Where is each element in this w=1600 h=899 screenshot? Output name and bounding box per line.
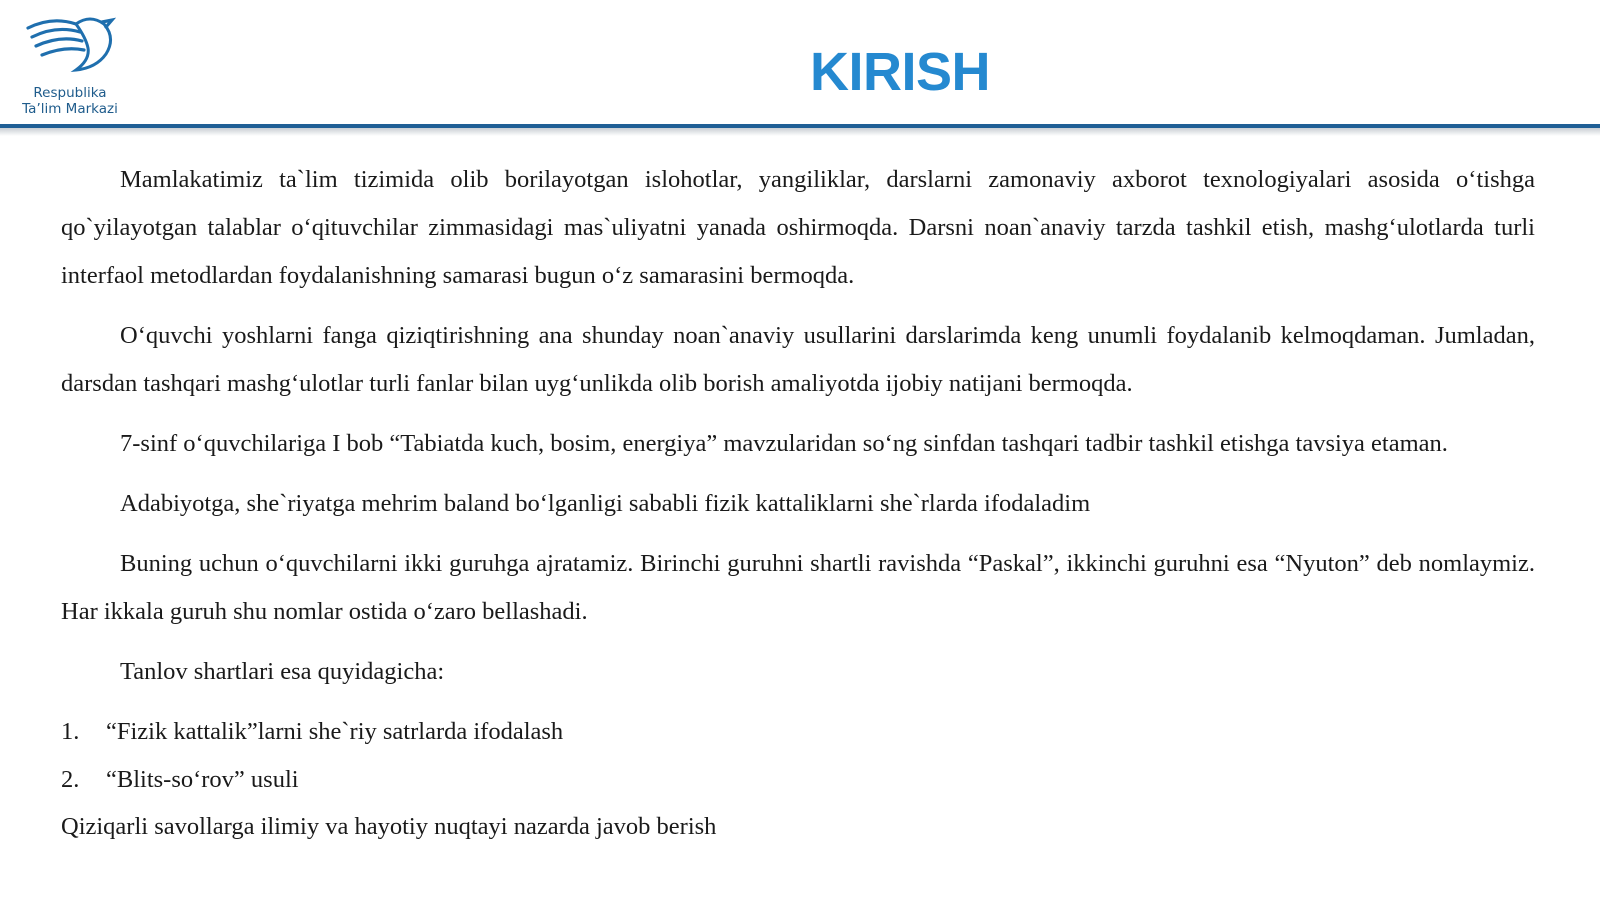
list-item: [61, 708, 1535, 756]
list-number: 2.: [61, 766, 80, 793]
slide-body: [61, 156, 1535, 850]
paragraph-5: Buning uchun o‘quvchilarni ikki guruhga ajratamiz. Birinchi guruhni shartli ravishda “Paskal”, ikkinchi guruhni esa “Nyuton” deb nomlaymiz. Har ikkala guruh shu nomlar ostida o‘zaro bellashadi.: [61, 550, 1535, 625]
paragraph-1: Mamlakatimiz ta`lim tizimida olib borilayotgan islohotlar, yangiliklar, darslarni zamonaviy axborot texnologiyalari asosida o‘tishga qo`yilayotgan talablar o‘qituvchilar zimmasidagi mas`uliyatni yanada oshirmoqda. Darsni noan`anaviy tarzda tashkil etish, mashg‘ulotlarda turli interfaol metodlardan foydalanishning samarasi bugun o‘z samarasini bermoqda.: [61, 166, 1535, 289]
logo-text-line2: Ta’lim Markazi: [22, 101, 118, 117]
list-item: [61, 756, 1535, 804]
paragraph-4: Adabiyotga, she`riyatga mehrim baland bo‘lganligi sababli fizik kattaliklarni she`rlarda ifodaladim: [120, 490, 1091, 517]
bird-logo-icon: [24, 10, 116, 76]
logo: [6, 10, 134, 120]
list-item-text: “Fizik kattalik”larni she`riy satrlarda ifodalash: [106, 718, 564, 745]
paragraph-2: O‘quvchi yoshlarni fanga qiziqtirishning ana shunday noan`anaviy usullarini darslarimda keng unumli foydalanib kelmoqdaman. Jumladan, darsdan tashqari mashg‘ulotlar turli fanlar bilan uyg‘unlikda olib borish amaliyotda ijobiy natijani bermoqda.: [61, 322, 1535, 397]
logo-text-line1: Respublika: [33, 85, 107, 101]
list-item-text: “Blits-so‘rov” usuli: [106, 766, 299, 793]
paragraph-6: Tanlov shartlari esa quyidagicha:: [120, 658, 445, 685]
paragraph-3: 7-sinf o‘quvchilariga I bob “Tabiatda kuch, bosim, energiya” mavzularidan so‘ng sinfdan tashqari tadbir tashkil etishga tavsiya etaman.: [120, 430, 1448, 457]
closing-line: Qiziqarli savollarga ilimiy va hayotiy nuqtayi nazarda javob berish: [61, 813, 717, 840]
list-number: 1.: [61, 718, 80, 745]
header-divider-shadow: [0, 128, 1600, 136]
page-title: KIRISH: [809, 42, 990, 102]
